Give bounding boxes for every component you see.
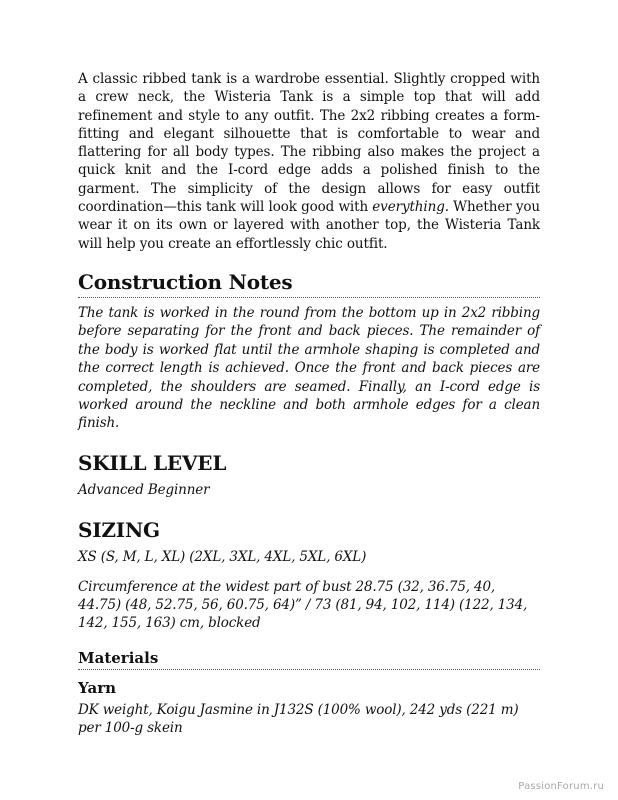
skill-level-value: Advanced Beginner xyxy=(78,481,210,498)
construction-notes-heading: Construction Notes xyxy=(78,269,540,298)
sizing-heading: SIZING xyxy=(78,518,160,543)
sizing-circumference: Circumference at the widest part of bust 28.75 (32, 36.75, 40, 44.75) (48, 52.75, 56, 60.75, 64)” / 73 (81, 94, 102, 114) (122, 134, 142, 155, 163) cm, blocked xyxy=(78,578,528,632)
sizing-sizes: XS (S, M, L, XL) (2XL, 3XL, 4XL, 5XL, 6XL) xyxy=(78,549,367,566)
intro-text-start: A classic ribbed tank is a wardrobe essential. Slightly cropped with a crew neck, the Wisteria Tank is a simple top that will add refinement and style to any outfit. The 2x2 ribbing creates a form-fitting and elegant silhouette that is comfortable to wear and flattering for all body types. The ribbing also makes the project a quick knit and the I-cord edge adds a polished finish to the garment. The simplicity of the design allows for easy outfit coordination—this tank will look good with xyxy=(78,71,540,216)
document-page xyxy=(78,70,540,738)
watermark-text: PassionForum.ru xyxy=(518,781,604,792)
construction-notes-body: The tank is worked in the round from the bottom up in 2x2 ribbing before separating for the front and back pieces. The remainder of the body is worked flat until the armhole shaping is completed and the correct length is achieved. Once the front and back pieces are completed, the shoulders are seamed. Finally, an I-cord edge is worked around the neckline and both armhole edges for a clean finish. xyxy=(78,304,540,432)
intro-text-end: Whether you wear it on its own or layered with another top, the Wisteria Tank will help you create an effortlessly chic outfit. xyxy=(78,199,540,252)
intro-emphasis: everything. xyxy=(372,199,449,216)
intro-paragraph xyxy=(78,70,540,253)
skill-level-heading: SKILL LEVEL xyxy=(78,450,227,475)
yarn-description: DK weight, Koigu Jasmine in J132S (100% wool), 242 yds (221 m) per 100-g skein xyxy=(78,701,519,737)
materials-heading: Materials xyxy=(78,648,540,670)
yarn-heading: Yarn xyxy=(78,678,117,697)
